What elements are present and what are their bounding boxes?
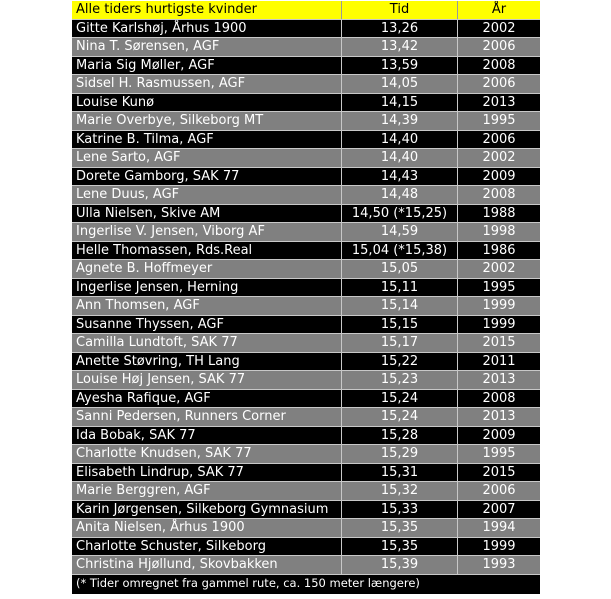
cell-tid: 15,15 xyxy=(342,316,458,334)
cell-tid: 15,31 xyxy=(342,464,458,482)
cell-tid: 15,29 xyxy=(342,445,458,463)
table-row xyxy=(72,297,540,316)
cell-name: Camilla Lundtoft, SAK 77 xyxy=(72,334,342,352)
cell-tid: 15,33 xyxy=(342,501,458,519)
table-row xyxy=(72,371,540,390)
cell-tid: 15,35 xyxy=(342,538,458,556)
cell-tid: 15,39 xyxy=(342,556,458,574)
header-name: Alle tiders hurtigste kvinder xyxy=(72,1,342,19)
cell-tid: 15,23 xyxy=(342,371,458,389)
table-row xyxy=(72,168,540,187)
cell-name: Lene Duus, AGF xyxy=(72,186,342,204)
cell-aar: 2011 xyxy=(482,353,516,369)
cell-aar: 2015 xyxy=(482,464,516,480)
cell-name: Charlotte Knudsen, SAK 77 xyxy=(72,445,342,463)
table-row xyxy=(72,408,540,427)
cell-tid: 15,11 xyxy=(342,279,458,297)
cell-aar: 1994 xyxy=(482,520,516,535)
cell-tid: 15,32 xyxy=(342,482,458,500)
cell-tid: 15,14 xyxy=(342,297,458,315)
cell-tid: 14,40 xyxy=(342,131,458,149)
cell-aar: 2006 xyxy=(482,39,516,54)
cell-tid: 13,26 xyxy=(342,20,458,38)
cell-name: Dorete Gamborg, SAK 77 xyxy=(72,168,342,186)
table-row xyxy=(72,279,540,298)
header-aar: År xyxy=(491,2,507,17)
cell-tid: 14,43 xyxy=(342,168,458,186)
table-row xyxy=(72,186,540,205)
cell-name: Charlotte Schuster, Silkeborg xyxy=(72,538,342,556)
cell-name: Maria Sig Møller, AGF xyxy=(72,57,342,75)
cell-aar: 1995 xyxy=(482,113,516,128)
cell-name: Christina Hjøllund, Skovbakken xyxy=(72,556,342,574)
cell-aar: 2009 xyxy=(482,427,516,443)
cell-tid: 15,17 xyxy=(342,334,458,352)
cell-name: Anette Støvring, TH Lang xyxy=(72,353,342,371)
cell-name: Ann Thomsen, AGF xyxy=(72,297,342,315)
cell-tid: 15,22 xyxy=(342,353,458,371)
table-row xyxy=(72,131,540,150)
cell-aar: 1999 xyxy=(482,298,516,313)
table-row xyxy=(72,519,540,538)
cell-tid: 14,15 xyxy=(342,94,458,112)
cell-name: Gitte Karlshøj, Århus 1900 xyxy=(72,20,342,38)
cell-aar: 2006 xyxy=(482,483,516,498)
cell-aar: 2015 xyxy=(482,335,516,350)
cell-name: Ingerlise Jensen, Herning xyxy=(72,279,342,297)
cell-name: Louise Kunø xyxy=(72,94,342,112)
cell-name: Nina T. Sørensen, AGF xyxy=(72,38,342,56)
cell-name: Elisabeth Lindrup, SAK 77 xyxy=(72,464,342,482)
table-row xyxy=(72,538,540,557)
cell-aar: 2002 xyxy=(482,150,516,165)
table-row xyxy=(72,353,540,372)
table-row xyxy=(72,427,540,446)
cell-name: Susanne Thyssen, AGF xyxy=(72,316,342,334)
cell-tid: 14,40 xyxy=(342,149,458,167)
cell-aar: 2007 xyxy=(482,501,516,517)
table-row xyxy=(72,205,540,224)
cell-name: Helle Thomassen, Rds.Real xyxy=(72,242,342,260)
cell-aar: 2009 xyxy=(482,168,516,184)
table-header-row xyxy=(72,1,540,20)
table-row xyxy=(72,112,540,131)
cell-name: Ingerlise V. Jensen, Viborg AF xyxy=(72,223,342,241)
cell-name: Agnete B. Hoffmeyer xyxy=(72,260,342,278)
cell-aar: 2008 xyxy=(482,390,516,406)
cell-tid: 15,05 xyxy=(342,260,458,278)
table-row xyxy=(72,556,540,575)
cell-tid: 13,42 xyxy=(342,38,458,56)
table-body xyxy=(72,20,540,575)
cell-aar: 2013 xyxy=(482,372,516,387)
table-row xyxy=(72,501,540,520)
cell-tid: 15,35 xyxy=(342,519,458,537)
cell-tid: 15,28 xyxy=(342,427,458,445)
table-row xyxy=(72,94,540,113)
header-tid: Tid xyxy=(342,1,458,19)
table-row xyxy=(72,390,540,409)
cell-aar: 2002 xyxy=(482,20,516,36)
cell-name: Sanni Pedersen, Runners Corner xyxy=(72,408,342,426)
table-row xyxy=(72,223,540,242)
cell-aar: 1999 xyxy=(482,538,516,554)
cell-aar: 2002 xyxy=(482,261,516,276)
cell-aar: 1995 xyxy=(482,279,516,295)
table-row xyxy=(72,57,540,76)
cell-name: Karin Jørgensen, Silkeborg Gymnasium xyxy=(72,501,342,519)
cell-aar: 1986 xyxy=(482,242,516,258)
cell-tid: 14,39 xyxy=(342,112,458,130)
cell-aar: 2013 xyxy=(482,409,516,424)
table-row xyxy=(72,464,540,483)
cell-aar: 1998 xyxy=(482,224,516,239)
cell-name: Ida Bobak, SAK 77 xyxy=(72,427,342,445)
table-row xyxy=(72,445,540,464)
cell-tid: 15,04 (*15,38) xyxy=(342,242,458,260)
cell-name: Ayesha Rafique, AGF xyxy=(72,390,342,408)
cell-name: Marie Berggren, AGF xyxy=(72,482,342,500)
table-row xyxy=(72,75,540,94)
cell-name: Ulla Nielsen, Skive AM xyxy=(72,205,342,223)
cell-aar: 1999 xyxy=(482,316,516,332)
cell-aar: 2006 xyxy=(482,131,516,147)
cell-aar: 2006 xyxy=(482,76,516,91)
cell-name: Sidsel H. Rasmussen, AGF xyxy=(72,75,342,93)
cell-name: Louise Høj Jensen, SAK 77 xyxy=(72,371,342,389)
cell-tid: 15,24 xyxy=(342,408,458,426)
cell-tid: 14,48 xyxy=(342,186,458,204)
table-row xyxy=(72,20,540,39)
table-row xyxy=(72,149,540,168)
cell-tid: 13,59 xyxy=(342,57,458,75)
footnote-row xyxy=(72,575,540,594)
records-table xyxy=(72,1,540,594)
cell-aar: 1995 xyxy=(482,446,516,461)
cell-aar: 1988 xyxy=(482,205,516,221)
table-row xyxy=(72,242,540,261)
cell-tid: 14,50 (*15,25) xyxy=(342,205,458,223)
table-row xyxy=(72,316,540,335)
cell-tid: 14,59 xyxy=(342,223,458,241)
cell-tid: 14,05 xyxy=(342,75,458,93)
cell-name: Lene Sarto, AGF xyxy=(72,149,342,167)
table-row xyxy=(72,260,540,279)
table-row xyxy=(72,334,540,353)
table-row xyxy=(72,38,540,57)
cell-name: Marie Overbye, Silkeborg MT xyxy=(72,112,342,130)
cell-aar: 2013 xyxy=(482,94,516,110)
cell-name: Anita Nielsen, Århus 1900 xyxy=(72,519,342,537)
cell-aar: 2008 xyxy=(482,187,516,202)
cell-tid: 15,24 xyxy=(342,390,458,408)
footnote-text: (* Tider omregnet fra gammel rute, ca. 150 meter længere) xyxy=(76,575,420,590)
cell-aar: 2008 xyxy=(482,57,516,73)
cell-aar: 1993 xyxy=(482,557,516,572)
table-row xyxy=(72,482,540,501)
cell-name: Katrine B. Tilma, AGF xyxy=(72,131,342,149)
